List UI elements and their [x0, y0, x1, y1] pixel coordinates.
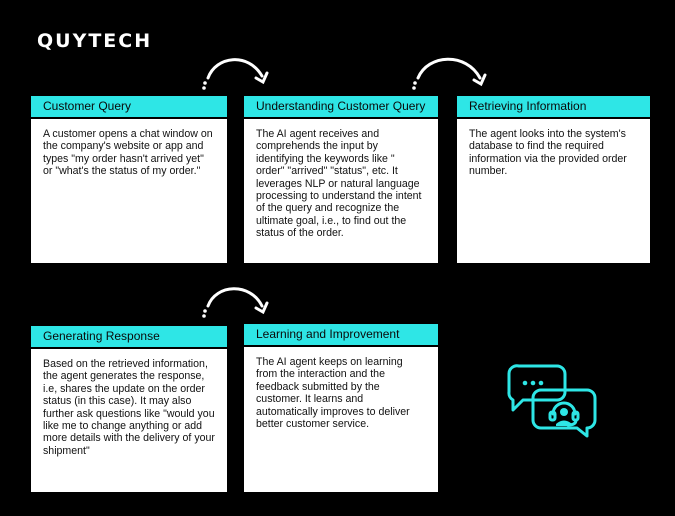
- step-description: A customer opens a chat window on the company's website or app and types "my order hasn't arrived yet" or "what's the status of my order.": [43, 128, 213, 178]
- curved-arrow-icon: [196, 50, 276, 92]
- step-card-retrieving-information: [457, 96, 650, 263]
- step-card-learning-improvement: [244, 324, 438, 492]
- step-title: Retrieving Information: [457, 96, 650, 119]
- step-description: The agent looks into the system's database to find the required information via the provided order number.: [469, 128, 627, 178]
- curved-arrow-icon: [196, 280, 276, 322]
- step-card-understanding-query: [244, 96, 438, 263]
- brand-logo: QUYTECH: [37, 30, 153, 52]
- chat-support-icon: [505, 362, 600, 442]
- step-description: Based on the retrieved information, the agent generates the response, i.e, shares the update on the order status (in this case). It may also further ask questions like "would you like me to change anything or add more details with the delivery of your shipment": [43, 358, 215, 457]
- step-card-generating-response: [31, 326, 227, 492]
- step-title: Learning and Improvement: [244, 324, 438, 347]
- step-description: The AI agent keeps on learning from the interaction and the feedback submitted by the customer. It learns and automatically improves to deliver better customer service.: [256, 356, 410, 431]
- step-card-customer-query: [31, 96, 227, 263]
- curved-arrow-icon: [404, 50, 494, 92]
- step-title: Generating Response: [31, 326, 227, 349]
- step-title: Customer Query: [31, 96, 227, 119]
- step-title: Understanding Customer Query: [244, 96, 438, 119]
- step-description: The AI agent receives and comprehends the input by identifying the keywords like " order" "arrived" "status", etc. It leverages NLP or natural language processing to understand the intent of the query and recognize the ultimate goal, i.e., to find out the status of the order.: [256, 128, 422, 240]
